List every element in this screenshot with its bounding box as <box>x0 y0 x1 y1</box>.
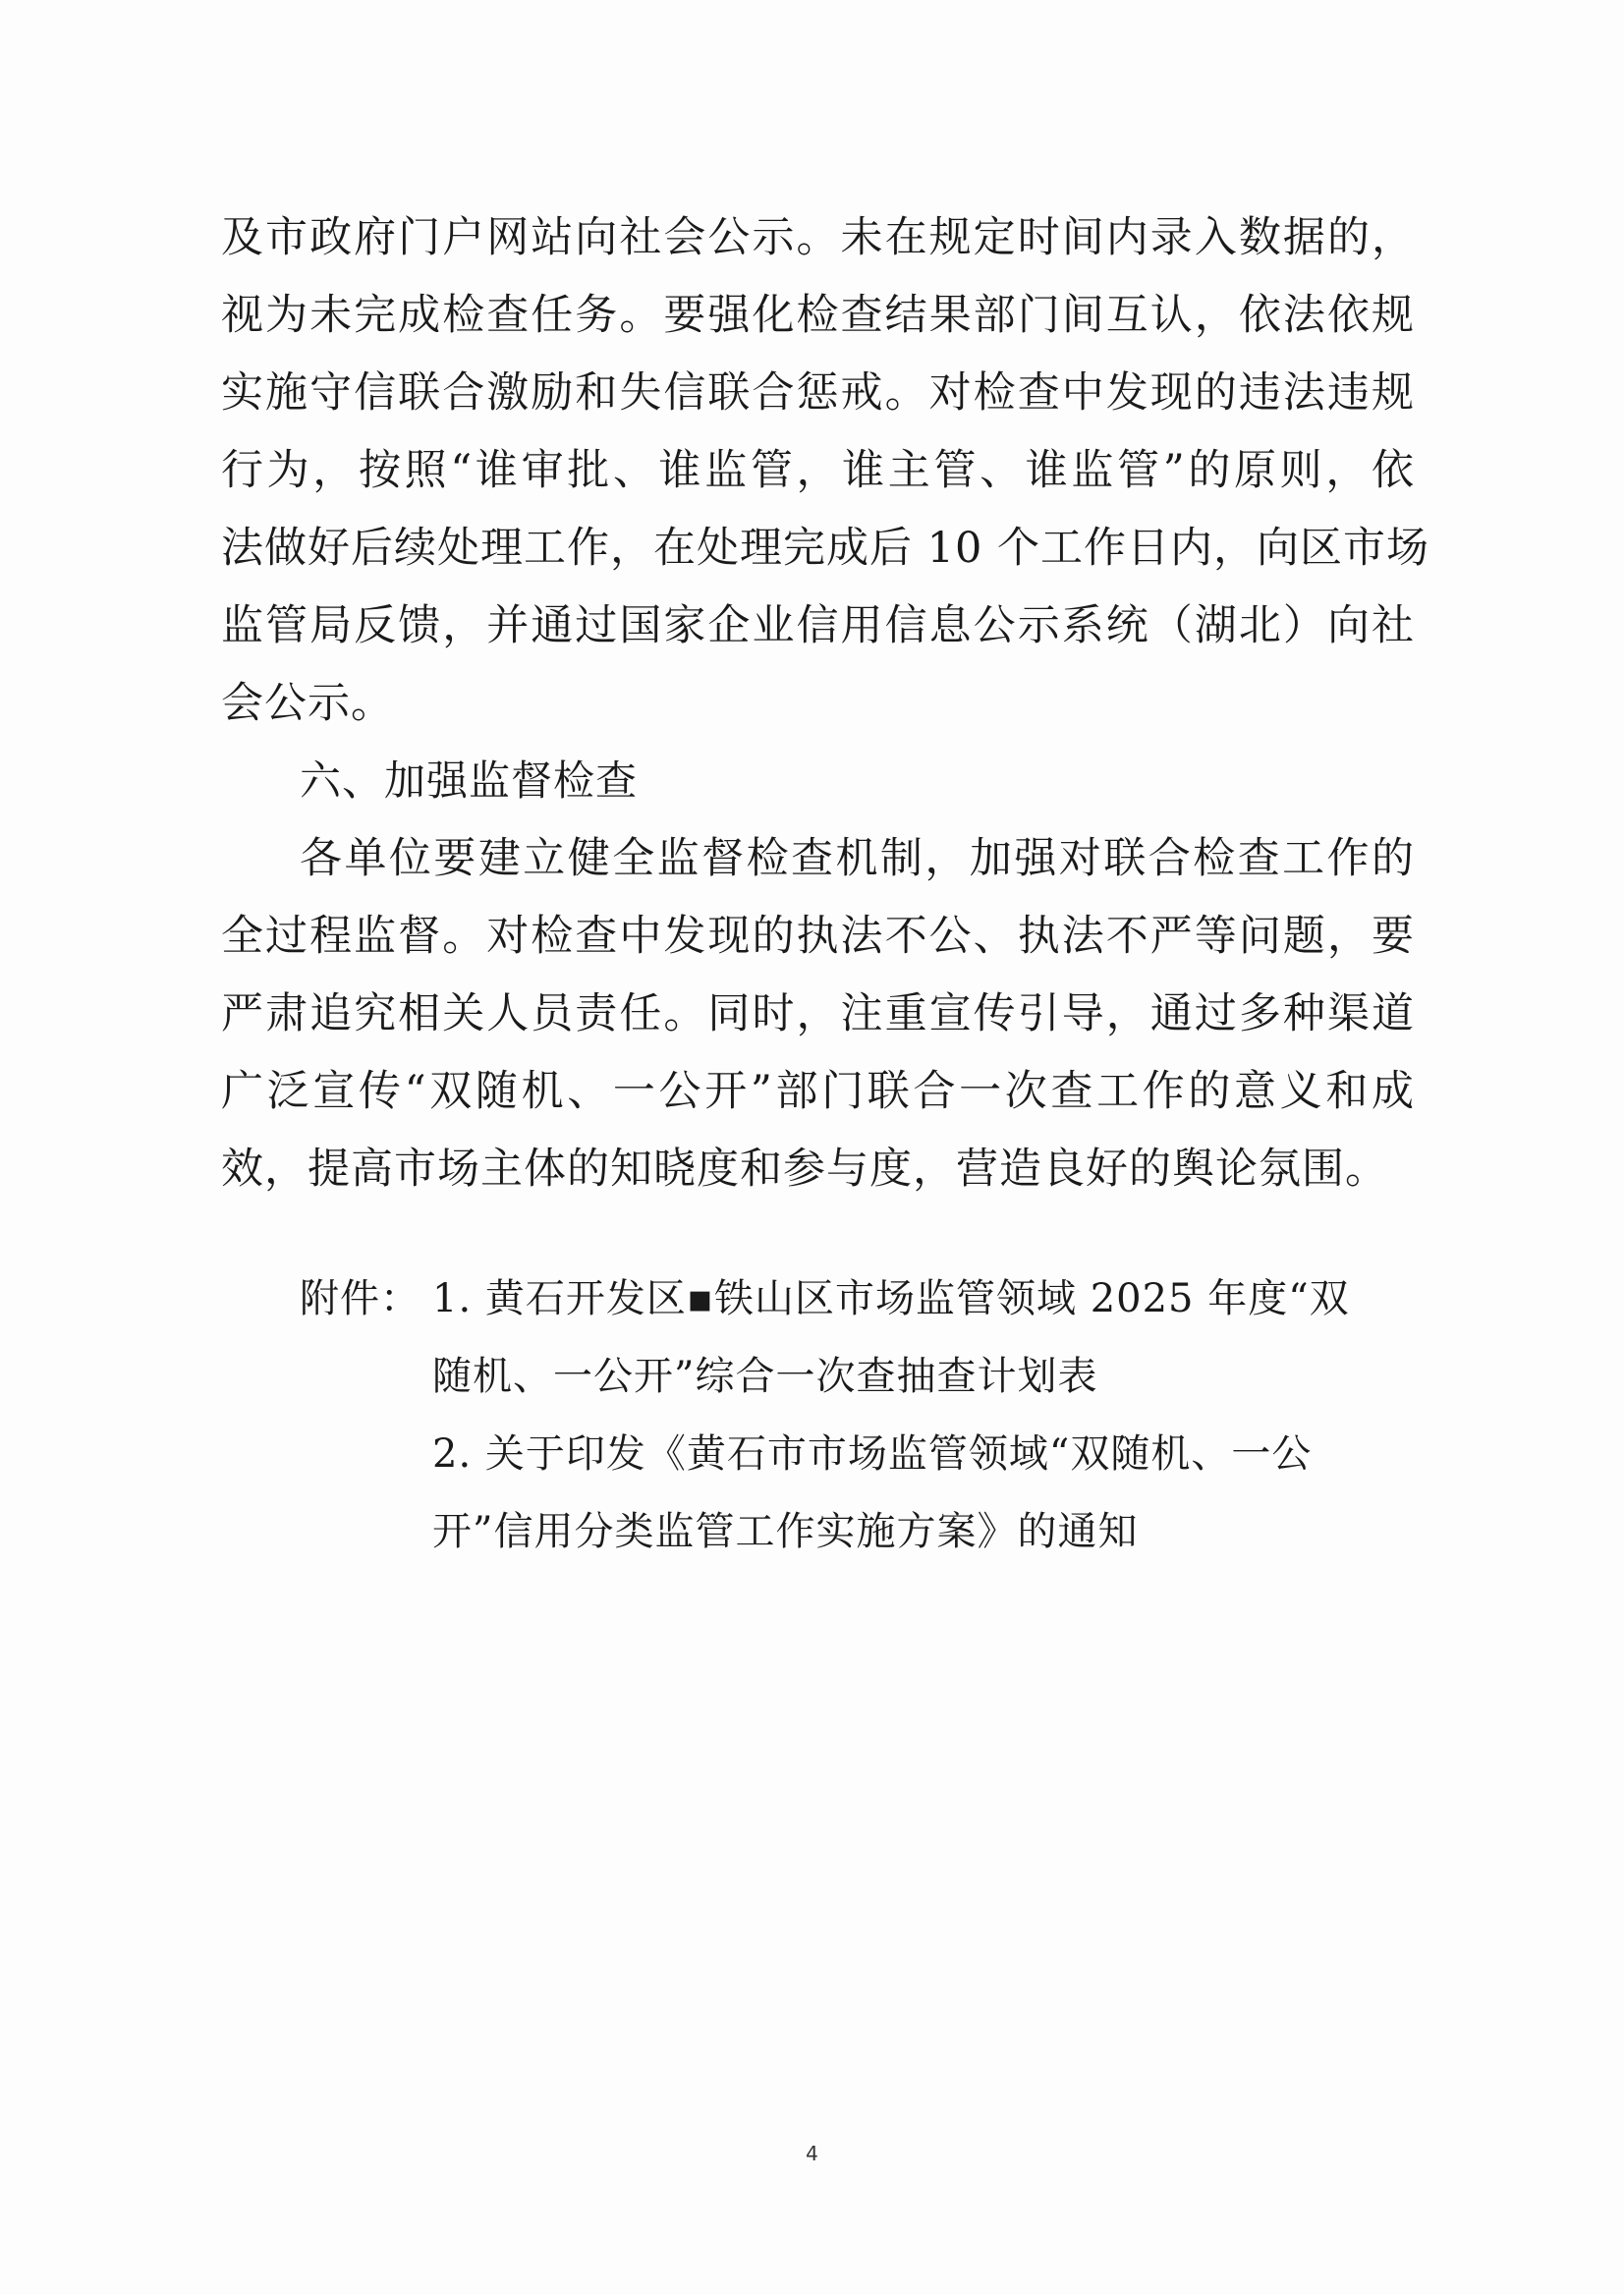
section-heading: 六、加强监督检查 <box>300 756 639 805</box>
paragraph-line: 严肃追究相关人员责任。同时，注重宣传引导，通过多种渠道 <box>221 989 1415 1038</box>
paragraph-line: 各单位要建立健全监督检查机制，加强对联合检查工作的 <box>300 834 1415 883</box>
attachment-item-2-cont: 开”信用分类监管工作实施方案》的通知 <box>432 1509 1139 1554</box>
attachment-item-2: 2. 关于印发《黄石市市场监管领域“双随机、一公 <box>432 1431 1313 1477</box>
paragraph-line: 广泛宣传“双随机、一公开”部门联合一次查工作的意义和成 <box>221 1067 1415 1116</box>
paragraph-line: 法做好后续处理工作，在处理完成后 10 个工作日内，向区市场 <box>221 524 1430 573</box>
paragraph-line: 监管局反馈，并通过国家企业信用信息公示系统（湖北）向社 <box>221 601 1415 650</box>
attachment-item-1-cont: 随机、一公开”综合一次查抽查计划表 <box>432 1354 1098 1399</box>
paragraph-line: 实施守信联合激励和失信联合惩戒。对检查中发现的违法违规 <box>221 368 1415 418</box>
attachment-item-1: 1. 黄石开发区▪铁山区市场监管领域 2025 年度“双 <box>432 1276 1350 1321</box>
paragraph-line: 行为，按照“谁审批、谁监管，谁主管、谁监管”的原则，依 <box>221 446 1415 495</box>
paragraph-line: 视为未完成检查任务。要强化检查结果部门间互认，依法依规 <box>221 291 1415 340</box>
page-number: 4 <box>806 2142 818 2165</box>
paragraph-line: 及市政府门户网站向社会公示。未在规定时间内录入数据的， <box>221 213 1415 262</box>
paragraph-line: 效，提高市场主体的知晓度和参与度，营造良好的舆论氛围。 <box>221 1145 1388 1194</box>
paragraph-line: 全过程监督。对检查中发现的执法不公、执法不严等问题，要 <box>221 912 1415 961</box>
paragraph-line: 会公示。 <box>221 679 394 728</box>
attachments-label: 附件： <box>300 1276 420 1321</box>
